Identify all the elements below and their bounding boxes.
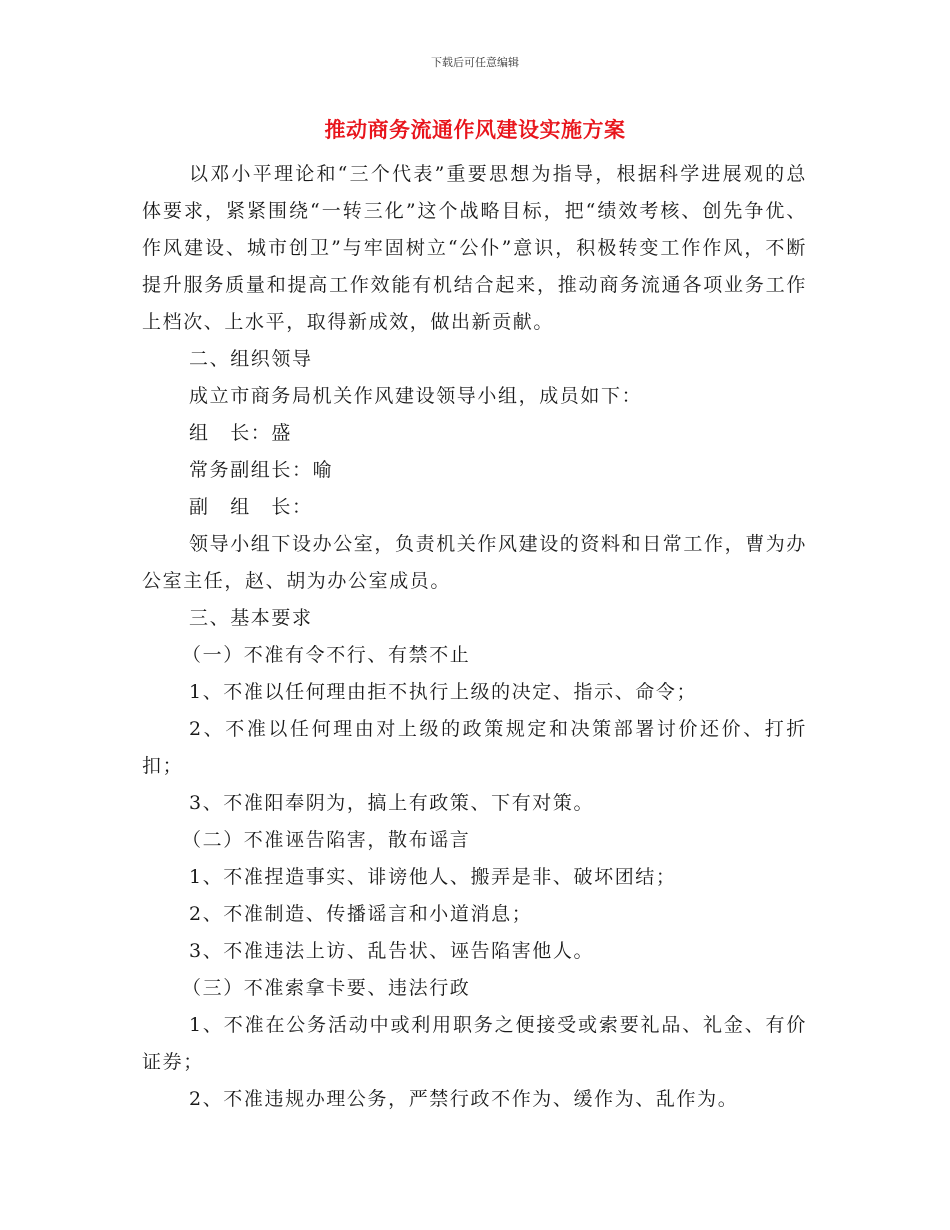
list-item: 1、不准捏造事实、诽谤他人、搬弄是非、破坏团结； xyxy=(189,866,677,888)
subsection-heading: （一）不准有令不行、有禁不止 xyxy=(182,644,471,666)
list-item: 1、不准以任何理由拒不执行上级的决定、指示、命令； xyxy=(189,681,698,703)
subsection-heading: （二）不准诬告陷害，散布谣言 xyxy=(182,829,471,851)
list-item: 2、不准以任何理由对上级的政策规定和决策部署讨价还价、打折扣； xyxy=(142,718,807,777)
list-item: 2、不准制造、传播谣言和小道消息； xyxy=(189,903,533,925)
document-body xyxy=(142,156,807,1118)
list-item: 1、不准在公务活动中或利用职务之便接受或索要礼品、礼金、有价证券； xyxy=(142,1014,807,1073)
section-heading-requirements: 三、基本要求 xyxy=(189,607,313,629)
paragraph: 成立市商务局机关作风建设领导小组，成员如下： xyxy=(189,385,643,407)
paragraph-leader: 组 长：盛 xyxy=(189,422,293,444)
paragraph-intro: 以邓小平理论和“三个代表”重要思想为指导，根据科学进展观的总体要求，紧紧围绕“一转三化”这个战略目标，把“绩效考核、创先争优、作风建设、城市创卫”与牢固树立“公仆”意识，积极转变工作作风，不断提升服务质量和提高工作效能有机结合起来，推动商务流通各项业务工作上档次、上水平，取得新成效，做出新贡献。 xyxy=(142,163,807,333)
list-item: 3、不准违法上访、乱告状、诬告陷害他人。 xyxy=(189,940,595,962)
paragraph-deputy: 副 组 长： xyxy=(189,496,313,518)
list-item: 3、不准阳奉阴为，搞上有政策、下有对策。 xyxy=(189,792,595,814)
header-note: 下载后可任意编辑 xyxy=(431,56,519,69)
paragraph-executive-deputy: 常务副组长：喻 xyxy=(189,459,334,481)
list-item: 2、不准违规办理公务，严禁行政不作为、缓作为、乱作为。 xyxy=(189,1088,739,1110)
subsection-heading: （三）不准索拿卡要、违法行政 xyxy=(182,977,471,999)
paragraph: 领导小组下设办公室，负责机关作风建设的资料和日常工作，曹为办公室主任，赵、胡为办公室成员。 xyxy=(142,533,808,592)
document-title: 推动商务流通作风建设实施方案 xyxy=(324,118,626,142)
section-heading-organization: 二、组织领导 xyxy=(189,348,313,370)
